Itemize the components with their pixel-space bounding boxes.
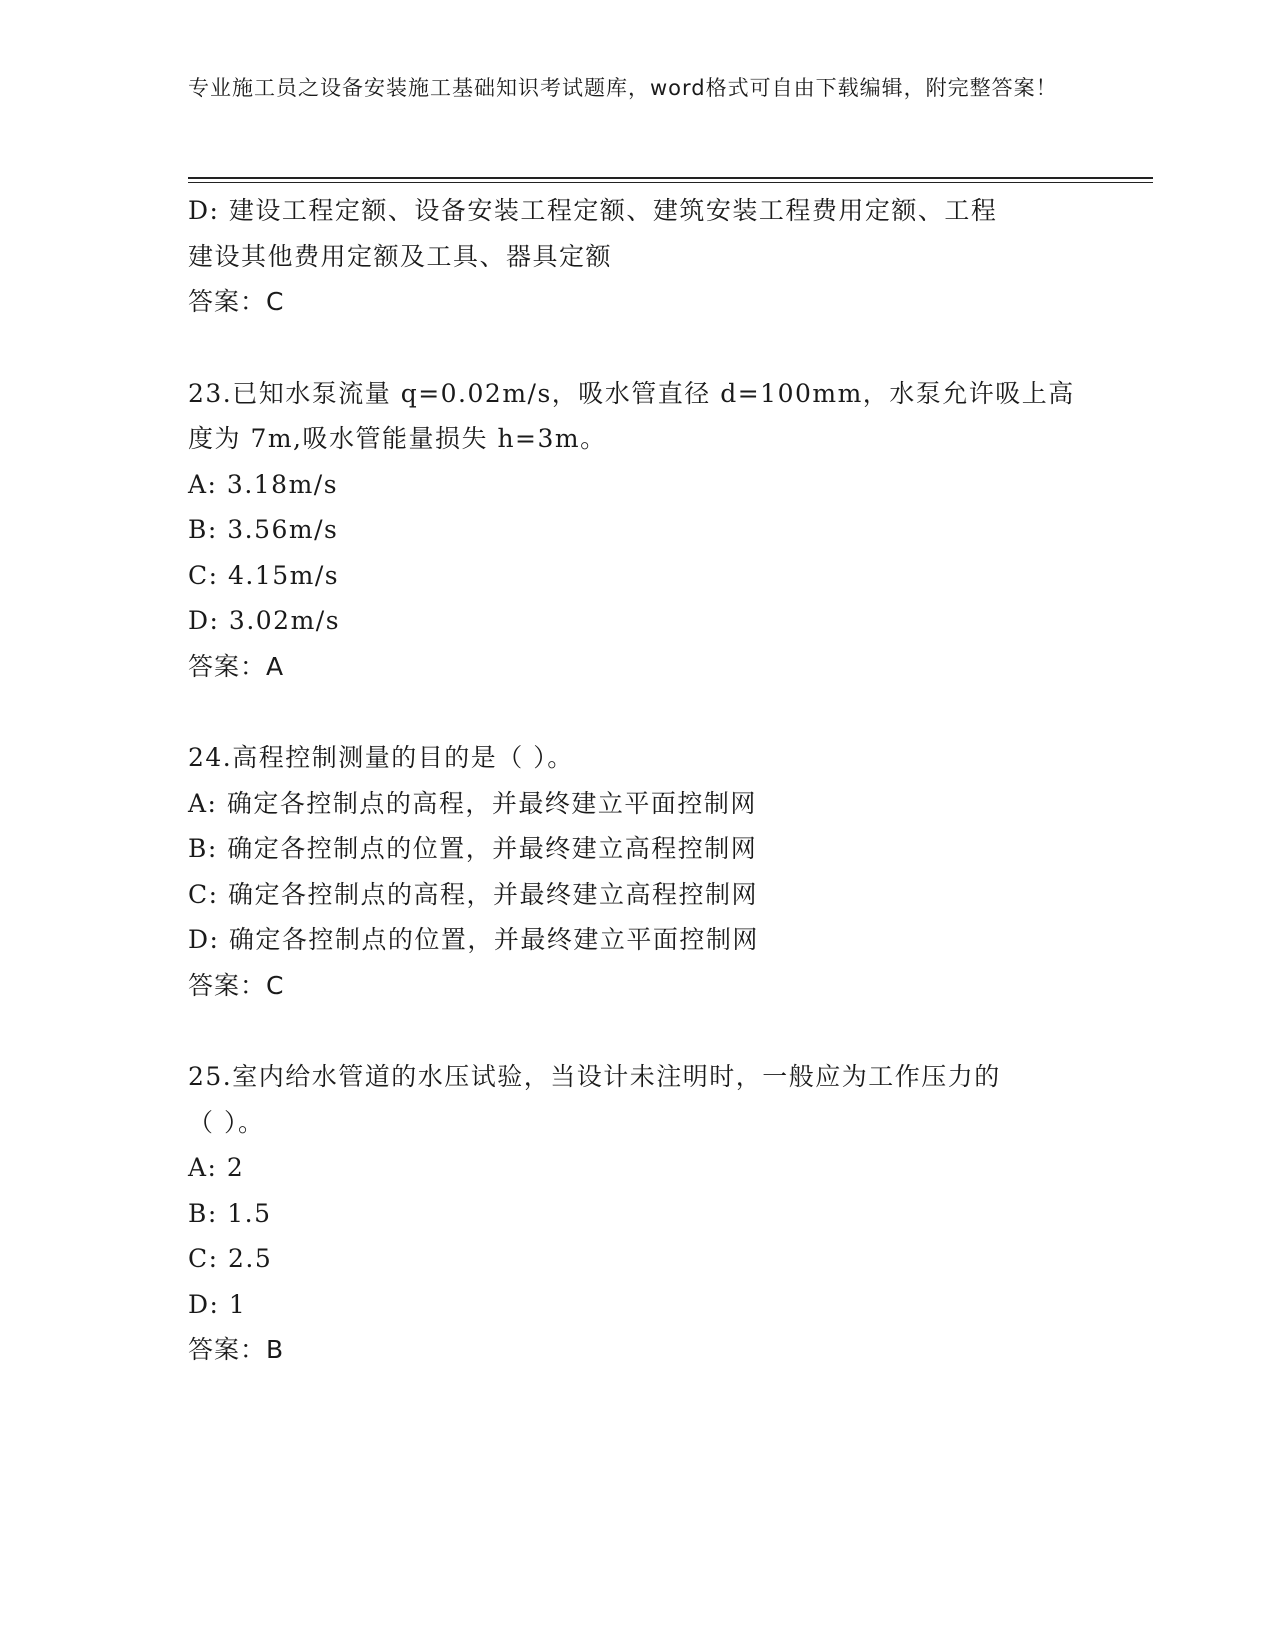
answer-line: 答案：C — [188, 970, 285, 1000]
option-b: B: 3.56m/s — [188, 515, 339, 544]
option-line: D: 建设工程定额、设备安装工程定额、建筑安装工程费用定额、工程 — [188, 196, 998, 225]
question-block — [188, 371, 1088, 690]
document-header: 专业施工员之设备安装施工基础知识考试题库，word格式可自由下载编辑，附完整答案！ — [188, 76, 1058, 100]
option-a: A: 2 — [188, 1153, 245, 1182]
option-c: C: 确定各控制点的高程，并最终建立高程控制网 — [188, 879, 758, 909]
option-b: B: 1.5 — [188, 1198, 272, 1228]
question-list — [188, 188, 1088, 1373]
question-stem: 23.已知水泵流量 q=0.02m/s，吸水管直径 d=100mm，水泵允许吸上高 — [188, 378, 1075, 408]
spacer — [188, 689, 1088, 735]
header-divider-thick — [188, 177, 1153, 179]
option-d: D: 1 — [188, 1289, 247, 1319]
option-a: A: 3.18m/s — [188, 469, 339, 499]
spacer — [188, 325, 1088, 371]
question-stem: 24.高程控制测量的目的是（ ）。 — [188, 743, 574, 772]
option-c: C: 4.15m/s — [188, 560, 340, 590]
option-d: D: 3.02m/s — [188, 606, 341, 635]
question-block — [188, 735, 1088, 1008]
question-block — [188, 1054, 1088, 1373]
question-stem: 度为 7m,吸水管能量损失 h=3m。 — [188, 424, 607, 453]
option-line: 建设其他费用定额及工具、器具定额 — [188, 241, 613, 271]
option-c: C: 2.5 — [188, 1244, 273, 1273]
question-stem: （ ）。 — [188, 1107, 265, 1137]
question-block — [188, 188, 1088, 325]
answer-line: 答案：A — [188, 651, 285, 681]
option-b: B: 确定各控制点的位置，并最终建立高程控制网 — [188, 834, 758, 863]
option-d: D: 确定各控制点的位置，并最终建立平面控制网 — [188, 925, 759, 954]
question-stem: 25.室内给水管道的水压试验，当设计未注明时，一般应为工作压力的 — [188, 1062, 1001, 1091]
answer-line: 答案：C — [188, 287, 285, 316]
answer-line: 答案：B — [188, 1335, 285, 1364]
header-divider-thin — [188, 182, 1153, 183]
spacer — [188, 1008, 1088, 1054]
option-a: A: 确定各控制点的高程，并最终建立平面控制网 — [188, 788, 757, 818]
